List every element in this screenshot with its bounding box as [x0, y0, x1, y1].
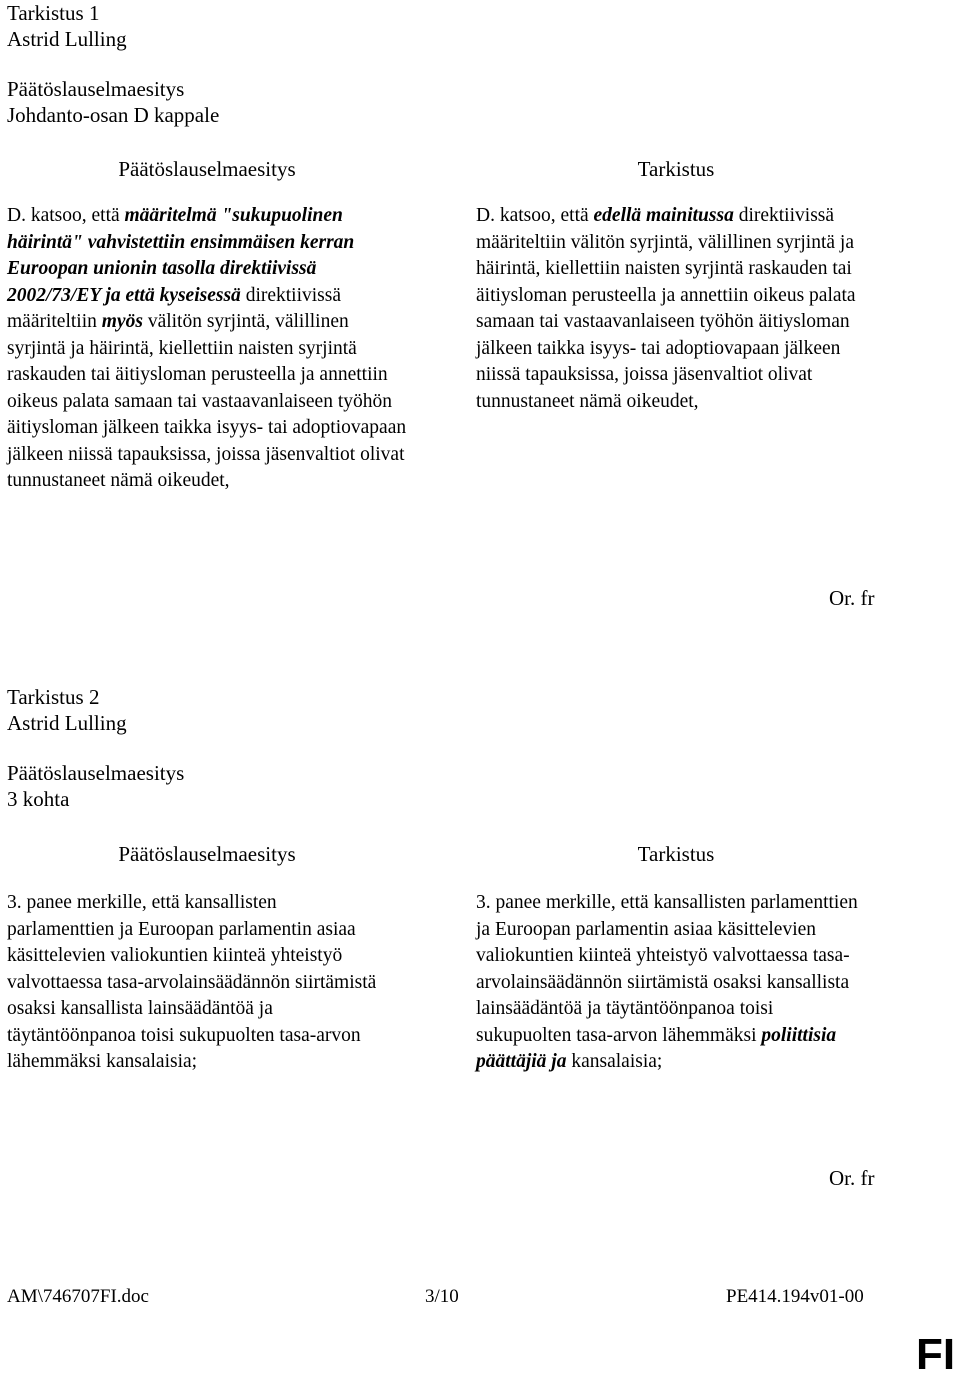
footer-doc-ref: AM\746707FI.doc	[7, 1286, 149, 1307]
text-run: 3. panee merkille, että kansallisten parlamenttien ja Euroopan parlamentin asiaa käsittelevien valiokuntien kiinteä yhteistyö valvottaessa tasa-arvolainsäädännön siirtämistä osaksi kansallista lainsäädäntöä ja täytäntöönpanoa toisi sukupuolten tasa-arvon lähemmäksi	[476, 892, 858, 1046]
amendment-1-doc-type: Päätöslauselmaesitys	[7, 77, 185, 101]
text-run: D. katsoo, että	[7, 205, 125, 226]
text-run: direktiivissä määriteltiin välitön syrjintä, välillinen syrjintä ja häirintä, kiellettiin naisten syrjintä raskauden tai äitiysloman perusteella ja annettiin oikeus palata samaan tai vastaavanlaiseen työhön äitiysloman jälkeen taikka isyys- tai adoptiovapaan jälkeen niissä tapauksissa, joissa jäsenvaltiot olivat tunnustaneet nämä oikeudet,	[476, 205, 856, 412]
amendment-2-left-heading: Päätöslauselmaesitys	[118, 842, 296, 866]
emphasized-text: myös	[101, 311, 143, 332]
text-run: 3. panee merkille, että kansallisten parlamenttien ja Euroopan parlamentin asiaa käsittelevien valiokuntien kiinteä yhteistyö valvottaessa tasa-arvolainsäädännön siirtämistä osaksi kansallista lainsäädäntöä ja täytäntöönpanoa toisi sukupuolten tasa-arvon lähemmäksi kansalaisia;	[7, 892, 377, 1072]
text-run: välitön syrjintä, välillinen syrjintä ja häirintä, kiellettiin naisten syrjintä raskauden tai äitiysloman perusteella ja annettiin oikeus palata samaan tai vastaavanlaiseen työhön äitiysloman jälkeen taikka isyys- tai adoptiovapaan jälkeen niissä tapauksissa, joissa jäsenvaltiot olivat tunnustaneet nämä oikeudet,	[7, 311, 407, 491]
footer-pe-ref: PE414.194v01-00	[726, 1286, 864, 1307]
amendment-2-title: Tarkistus 2	[7, 685, 100, 709]
amendment-2-amended-text	[476, 890, 864, 1076]
amendment-1-original-language: Or. fr	[829, 586, 875, 610]
amendment-1-amended-text	[476, 203, 874, 415]
amendment-2-right-heading: Tarkistus	[637, 842, 715, 866]
amendment-2-section: 3 kohta	[7, 787, 70, 811]
amendment-1-section: Johdanto-osan D kappale	[7, 103, 220, 127]
text-run: direktiivissä määriteltiin	[7, 284, 342, 332]
amendment-2-author: Astrid Lulling	[7, 711, 127, 735]
emphasized-text: määritelmä "sukupuolinen häirintä" vahvistettiin ensimmäisen kerran Euroopan unionin tasolla direktiivissä 2002/73/EY ja että kyseisessä	[7, 205, 355, 306]
emphasized-text: poliittisia päättäjiä ja	[476, 1024, 837, 1072]
amendment-2-original-text	[7, 890, 379, 1076]
amendment-2-doc-type: Päätöslauselmaesitys	[7, 761, 185, 785]
amendment-2-original-language: Or. fr	[829, 1166, 875, 1190]
amendment-1-right-heading: Tarkistus	[637, 157, 715, 181]
amendment-1-title: Tarkistus 1	[7, 1, 100, 25]
footer-page-number: 3/10	[425, 1286, 459, 1307]
amendment-2-header	[7, 684, 184, 812]
emphasized-text: edellä mainitussa	[593, 205, 734, 226]
text-run: kansalaisia;	[566, 1051, 663, 1072]
amendment-1-left-heading: Päätöslauselmaesitys	[118, 157, 296, 181]
language-mark: FI	[916, 1330, 956, 1379]
text-run: D. katsoo, että	[476, 205, 594, 226]
amendment-1-author: Astrid Lulling	[7, 27, 127, 51]
amendment-1-original-text	[7, 203, 411, 495]
amendment-1-header	[7, 0, 219, 128]
